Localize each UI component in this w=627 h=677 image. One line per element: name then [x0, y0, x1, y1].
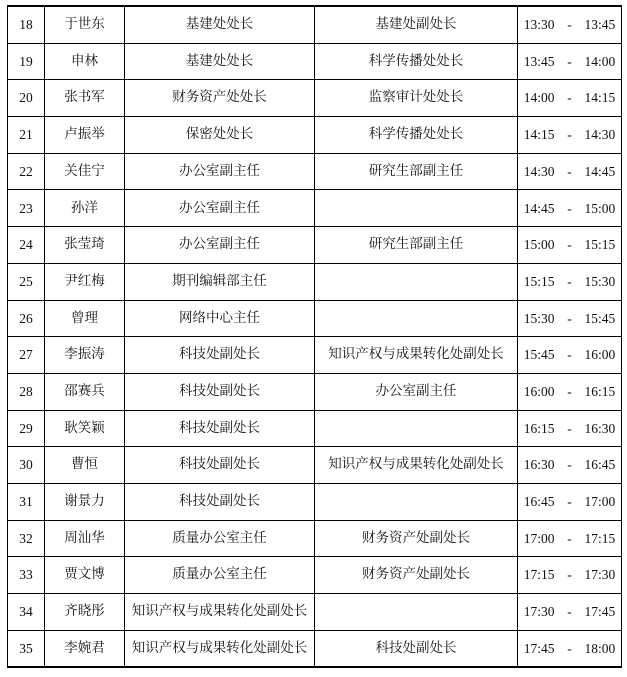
time-separator: - [567, 127, 572, 143]
row-number: 35 [8, 630, 45, 667]
end-time: 14:00 [584, 53, 616, 69]
table-row [8, 117, 622, 154]
table-row [8, 447, 622, 484]
position: 办公室副主任 [125, 153, 315, 190]
start-time: 13:30 [523, 17, 555, 33]
start-time: 14:00 [523, 90, 555, 106]
position: 基建处处长 [125, 43, 315, 80]
schedule-table [7, 5, 622, 668]
time-slot [518, 117, 622, 154]
person-name: 齐晓彤 [45, 594, 125, 631]
row-number: 30 [8, 447, 45, 484]
row-number: 20 [8, 80, 45, 117]
row-number: 18 [8, 6, 45, 43]
start-time: 16:30 [523, 457, 555, 473]
time-slot [518, 520, 622, 557]
time-slot [518, 483, 622, 520]
time-slot [518, 263, 622, 300]
person-name: 耿笑颖 [45, 410, 125, 447]
end-time: 16:45 [584, 457, 616, 473]
person-name: 申林 [45, 43, 125, 80]
end-time: 14:30 [584, 127, 616, 143]
secondary-position: 知识产权与成果转化处副处长 [315, 337, 518, 374]
person-name: 于世东 [45, 6, 125, 43]
end-time: 15:45 [584, 310, 616, 326]
secondary-position: 基建处副处长 [315, 6, 518, 43]
table-row [8, 594, 622, 631]
person-name: 周汕华 [45, 520, 125, 557]
row-number: 26 [8, 300, 45, 337]
start-time: 16:45 [523, 494, 555, 510]
end-time: 18:00 [584, 640, 616, 656]
time-separator: - [567, 17, 572, 33]
start-time: 14:45 [523, 200, 555, 216]
table-row [8, 373, 622, 410]
secondary-position: 研究生部副主任 [315, 227, 518, 264]
row-number: 28 [8, 373, 45, 410]
table-row [8, 263, 622, 300]
position: 科技处副处长 [125, 410, 315, 447]
time-separator: - [567, 457, 572, 473]
position: 科技处副处长 [125, 447, 315, 484]
row-number: 33 [8, 557, 45, 594]
secondary-position [315, 263, 518, 300]
time-slot [518, 337, 622, 374]
person-name: 张莹琦 [45, 227, 125, 264]
person-name: 曾理 [45, 300, 125, 337]
table-row [8, 190, 622, 227]
end-time: 16:15 [584, 383, 616, 399]
table-row [8, 43, 622, 80]
position: 财务资产处处长 [125, 80, 315, 117]
person-name: 张书军 [45, 80, 125, 117]
time-slot [518, 6, 622, 43]
person-name: 卢振举 [45, 117, 125, 154]
end-time: 17:45 [584, 604, 616, 620]
secondary-position: 知识产权与成果转化处副处长 [315, 447, 518, 484]
end-time: 16:30 [584, 420, 616, 436]
row-number: 34 [8, 594, 45, 631]
secondary-position: 监察审计处处长 [315, 80, 518, 117]
start-time: 15:45 [523, 347, 555, 363]
secondary-position [315, 410, 518, 447]
time-separator: - [567, 347, 572, 363]
table-row [8, 410, 622, 447]
secondary-position [315, 190, 518, 227]
table-row [8, 80, 622, 117]
person-name: 李振涛 [45, 337, 125, 374]
secondary-position: 财务资产处副处长 [315, 557, 518, 594]
time-separator: - [567, 604, 572, 620]
table-row [8, 227, 622, 264]
row-number: 23 [8, 190, 45, 227]
end-time: 15:00 [584, 200, 616, 216]
row-number: 29 [8, 410, 45, 447]
secondary-position [315, 483, 518, 520]
end-time: 17:15 [584, 530, 616, 546]
start-time: 15:30 [523, 310, 555, 326]
person-name: 关佳宁 [45, 153, 125, 190]
position: 科技处副处长 [125, 483, 315, 520]
time-slot [518, 190, 622, 227]
position: 网络中心主任 [125, 300, 315, 337]
start-time: 14:15 [523, 127, 555, 143]
table-row [8, 337, 622, 374]
time-separator: - [567, 383, 572, 399]
table-row [8, 483, 622, 520]
time-slot [518, 300, 622, 337]
secondary-position: 办公室副主任 [315, 373, 518, 410]
person-name: 曹恒 [45, 447, 125, 484]
time-separator: - [567, 530, 572, 546]
position: 质量办公室主任 [125, 557, 315, 594]
end-time: 15:30 [584, 273, 616, 289]
time-slot [518, 410, 622, 447]
person-name: 谢景力 [45, 483, 125, 520]
end-time: 14:45 [584, 163, 616, 179]
position: 保密处处长 [125, 117, 315, 154]
row-number: 31 [8, 483, 45, 520]
end-time: 17:00 [584, 494, 616, 510]
end-time: 16:00 [584, 347, 616, 363]
start-time: 15:15 [523, 273, 555, 289]
start-time: 14:30 [523, 163, 555, 179]
time-separator: - [567, 494, 572, 510]
position: 知识产权与成果转化处副处长 [125, 594, 315, 631]
time-separator: - [567, 310, 572, 326]
secondary-position [315, 300, 518, 337]
end-time: 14:15 [584, 90, 616, 106]
time-separator: - [567, 420, 572, 436]
position: 科技处副处长 [125, 373, 315, 410]
time-separator: - [567, 90, 572, 106]
person-name: 李婉君 [45, 630, 125, 667]
start-time: 16:00 [523, 383, 555, 399]
position: 知识产权与成果转化处副处长 [125, 630, 315, 667]
time-separator: - [567, 273, 572, 289]
time-slot [518, 43, 622, 80]
table-row [8, 153, 622, 190]
start-time: 15:00 [523, 237, 555, 253]
start-time: 13:45 [523, 53, 555, 69]
position: 期刊编辑部主任 [125, 263, 315, 300]
row-number: 27 [8, 337, 45, 374]
schedule-table-body [8, 6, 622, 667]
position: 质量办公室主任 [125, 520, 315, 557]
time-separator: - [567, 237, 572, 253]
time-slot [518, 153, 622, 190]
table-row [8, 6, 622, 43]
start-time: 17:30 [523, 604, 555, 620]
position: 科技处副处长 [125, 337, 315, 374]
end-time: 17:30 [584, 567, 616, 583]
time-slot [518, 594, 622, 631]
time-separator: - [567, 567, 572, 583]
person-name: 孙洋 [45, 190, 125, 227]
secondary-position [315, 594, 518, 631]
table-row [8, 520, 622, 557]
secondary-position: 科技处副处长 [315, 630, 518, 667]
time-separator: - [567, 53, 572, 69]
time-slot [518, 557, 622, 594]
time-slot [518, 80, 622, 117]
time-separator: - [567, 200, 572, 216]
time-separator: - [567, 163, 572, 179]
time-slot [518, 630, 622, 667]
end-time: 13:45 [584, 17, 616, 33]
row-number: 21 [8, 117, 45, 154]
table-row [8, 630, 622, 667]
row-number: 22 [8, 153, 45, 190]
secondary-position: 科学传播处处长 [315, 43, 518, 80]
table-row [8, 300, 622, 337]
secondary-position: 财务资产处副处长 [315, 520, 518, 557]
start-time: 17:15 [523, 567, 555, 583]
start-time: 16:15 [523, 420, 555, 436]
schedule-sheet [7, 5, 621, 668]
secondary-position: 研究生部副主任 [315, 153, 518, 190]
person-name: 邵赛兵 [45, 373, 125, 410]
secondary-position: 科学传播处处长 [315, 117, 518, 154]
person-name: 贾文博 [45, 557, 125, 594]
table-row [8, 557, 622, 594]
end-time: 15:15 [584, 237, 616, 253]
time-slot [518, 447, 622, 484]
row-number: 25 [8, 263, 45, 300]
row-number: 32 [8, 520, 45, 557]
row-number: 19 [8, 43, 45, 80]
person-name: 尹红梅 [45, 263, 125, 300]
position: 基建处处长 [125, 6, 315, 43]
time-separator: - [567, 640, 572, 656]
time-slot [518, 227, 622, 264]
start-time: 17:45 [523, 640, 555, 656]
time-slot [518, 373, 622, 410]
position: 办公室副主任 [125, 190, 315, 227]
start-time: 17:00 [523, 530, 555, 546]
row-number: 24 [8, 227, 45, 264]
position: 办公室副主任 [125, 227, 315, 264]
